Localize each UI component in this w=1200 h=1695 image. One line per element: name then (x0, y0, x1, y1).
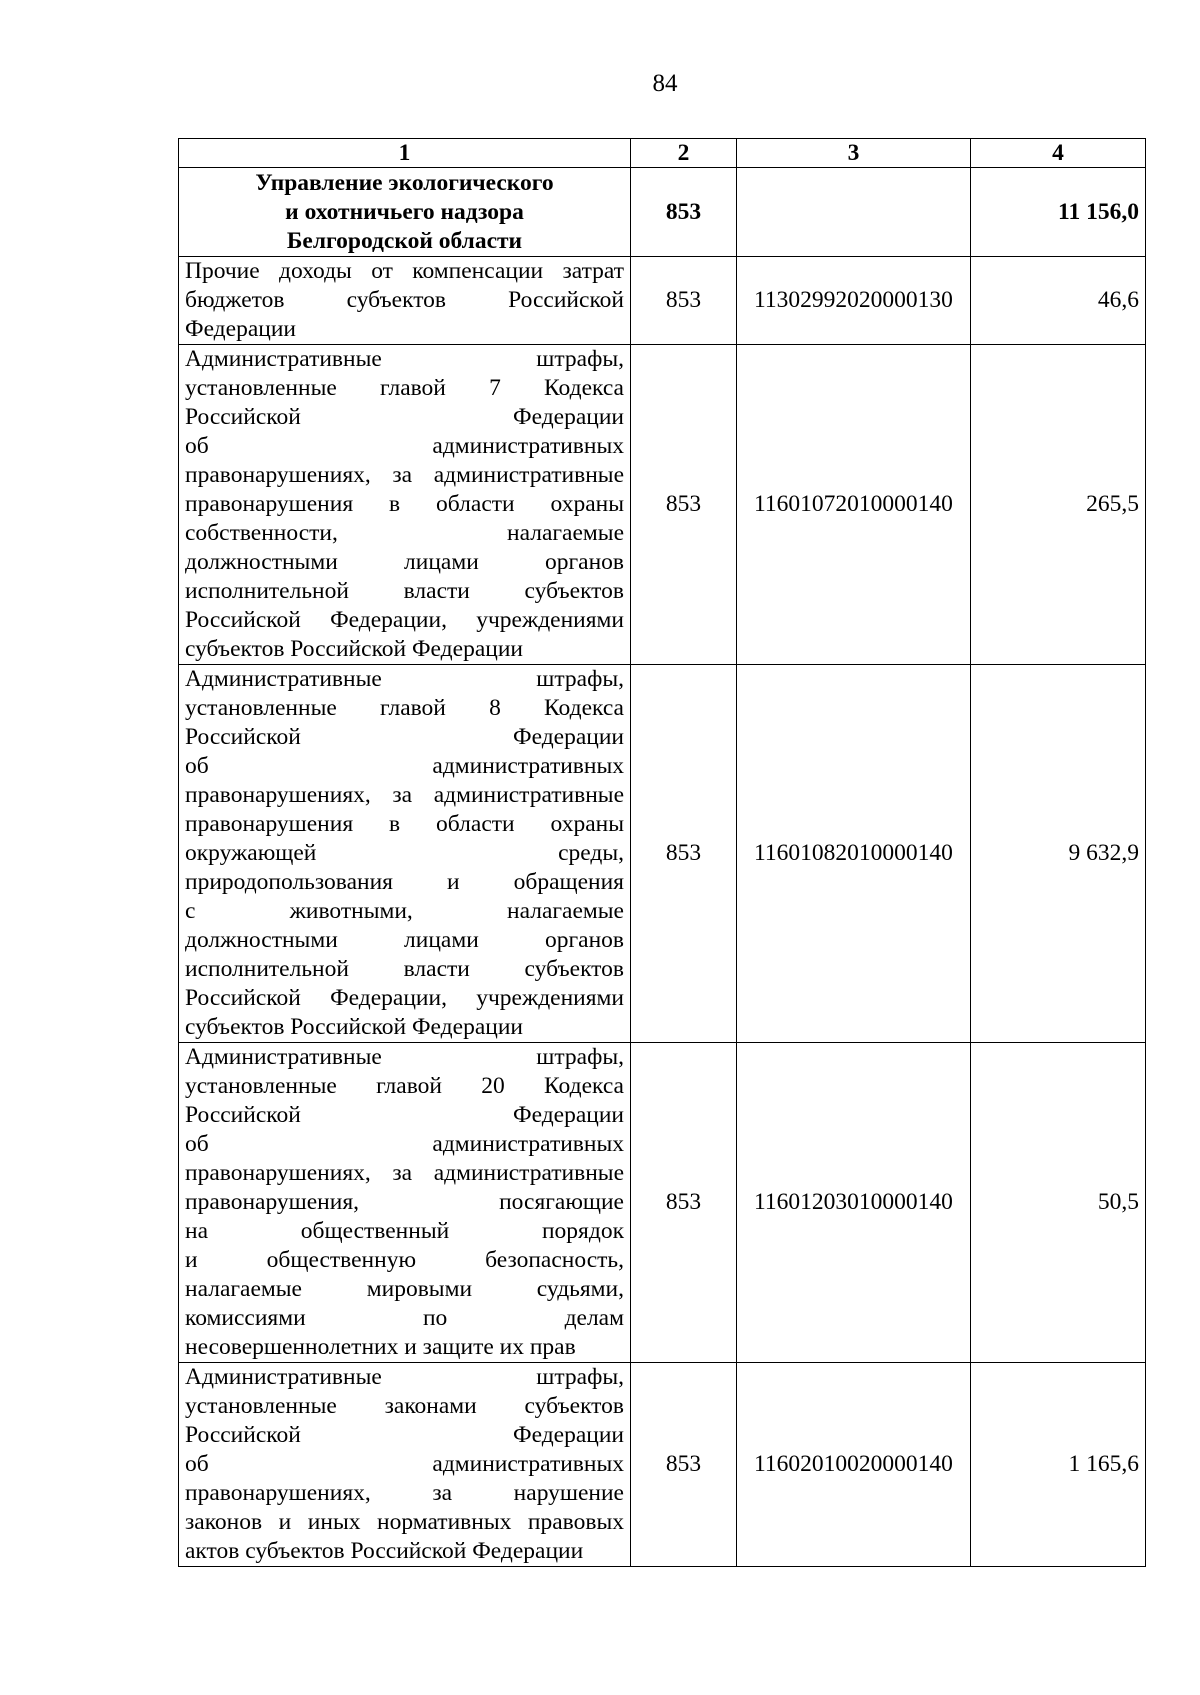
revenue-name-line: правонарушениях, за административные (185, 782, 624, 808)
revenue-name-line: правонарушения, посягающие (185, 1189, 624, 1215)
revenue-name-line: правонарушениях, за нарушение (185, 1480, 624, 1506)
revenue-name-line: законов и иных нормативных правовых (185, 1509, 624, 1535)
revenue-name-line: установленные главой 8 Кодекса (185, 695, 624, 721)
revenue-name-line: об административных (185, 753, 624, 779)
revenue-name-line: Российской Федерации, учреждениями (185, 985, 624, 1011)
revenue-name-line: исполнительной власти субъектов (185, 578, 624, 604)
revenue-name-line: Административные штрафы, (185, 666, 624, 692)
table-row (179, 665, 1146, 1043)
revenue-name-line: субъектов Российской Федерации (185, 1014, 523, 1040)
revenue-name (179, 1043, 631, 1363)
table-row (179, 1043, 1146, 1363)
amount: 46,6 (971, 257, 1146, 345)
revenue-name-line: правонарушениях, за административные (185, 462, 624, 488)
revenue-name-line: об административных (185, 1451, 624, 1477)
revenue-name-line: налагаемые мировыми судьями, (185, 1276, 624, 1302)
revenue-name-line: об административных (185, 1131, 624, 1157)
amount: 9 632,9 (971, 665, 1146, 1043)
revenue-table (178, 138, 1146, 1567)
revenue-name (179, 1363, 631, 1567)
revenue-name-line: природопользования и обращения (185, 869, 624, 895)
revenue-name-line: Российской Федерации, учреждениями (185, 607, 624, 633)
amount: 50,5 (971, 1043, 1146, 1363)
admin-code: 853 (631, 1043, 737, 1363)
header-col-3: 3 (737, 139, 971, 168)
revenue-name-line: Российской Федерации (185, 404, 624, 430)
revenue-name-line: и общественную безопасность, (185, 1247, 624, 1273)
header-col-4: 4 (971, 139, 1146, 168)
budget-class-code: 11601072010000140 (737, 345, 971, 665)
revenue-name (179, 345, 631, 665)
revenue-name-line: правонарушениях, за административные (185, 1160, 624, 1186)
revenue-name-line: исполнительной власти субъектов (185, 956, 624, 982)
header-col-1: 1 (179, 139, 631, 168)
budget-class-code: 11302992020000130 (737, 257, 971, 345)
revenue-name-line: Административные штрафы, (185, 1044, 624, 1070)
revenue-name-line: об административных (185, 433, 624, 459)
budget-class-code: 11601082010000140 (737, 665, 971, 1043)
header-col-2: 2 (631, 139, 737, 168)
table-row (179, 257, 1146, 345)
revenue-name-line: установленные главой 7 Кодекса (185, 375, 624, 401)
revenue-name-line: бюджетов субъектов Российской (185, 287, 624, 313)
org-name-line: и охотничьего надзора (285, 198, 524, 225)
revenue-name (179, 665, 631, 1043)
revenue-name-line: Административные штрафы, (185, 346, 624, 372)
admin-code: 853 (631, 257, 737, 345)
revenue-name-line: субъектов Российской Федерации (185, 636, 523, 662)
revenue-name-line: должностными лицами органов (185, 549, 624, 575)
table-row (179, 1363, 1146, 1567)
admin-code: 853 (631, 665, 737, 1043)
revenue-name-line: Федерации (185, 316, 296, 342)
table-row (179, 345, 1146, 665)
revenue-name-line: установленные главой 20 Кодекса (185, 1073, 624, 1099)
admin-code: 853 (631, 345, 737, 665)
revenue-name-line: собственности, налагаемые (185, 520, 624, 546)
org-name-line: Управление экологического (255, 169, 554, 196)
revenue-name-line: установленные законами субъектов (185, 1393, 624, 1419)
org-name (179, 168, 631, 257)
org-kbk (737, 168, 971, 257)
revenue-name-line: правонарушения в области охраны (185, 811, 624, 837)
revenue-name-line: Российской Федерации (185, 724, 624, 750)
revenue-name-line: с животными, налагаемые (185, 898, 624, 924)
revenue-name-line: актов субъектов Российской Федерации (185, 1538, 584, 1564)
org-code: 853 (631, 168, 737, 257)
org-name-line: Белгородской области (286, 227, 523, 254)
revenue-name-line: должностными лицами органов (185, 927, 624, 953)
revenue-name-line: Российской Федерации (185, 1102, 624, 1128)
revenue-name-line: окружающей среды, (185, 840, 624, 866)
revenue-name-line: несовершеннолетних и защите их прав (185, 1334, 576, 1360)
revenue-name-line: Прочие доходы от компенсации затрат (185, 258, 624, 284)
revenue-name-line: Российской Федерации (185, 1422, 624, 1448)
revenue-name-line: на общественный порядок (185, 1218, 624, 1244)
page-number: 84 (652, 70, 678, 97)
table-header-row (179, 139, 1146, 168)
revenue-name-line: Административные штрафы, (185, 1364, 624, 1390)
revenue-name (179, 257, 631, 345)
amount: 1 165,6 (971, 1363, 1146, 1567)
org-amount: 11 156,0 (971, 168, 1146, 257)
org-row (179, 168, 1146, 257)
revenue-name-line: правонарушения в области охраны (185, 491, 624, 517)
budget-class-code: 11601203010000140 (737, 1043, 971, 1363)
admin-code: 853 (631, 1363, 737, 1567)
amount: 265,5 (971, 345, 1146, 665)
revenue-name-line: комиссиями по делам (185, 1305, 624, 1331)
budget-class-code: 11602010020000140 (737, 1363, 971, 1567)
